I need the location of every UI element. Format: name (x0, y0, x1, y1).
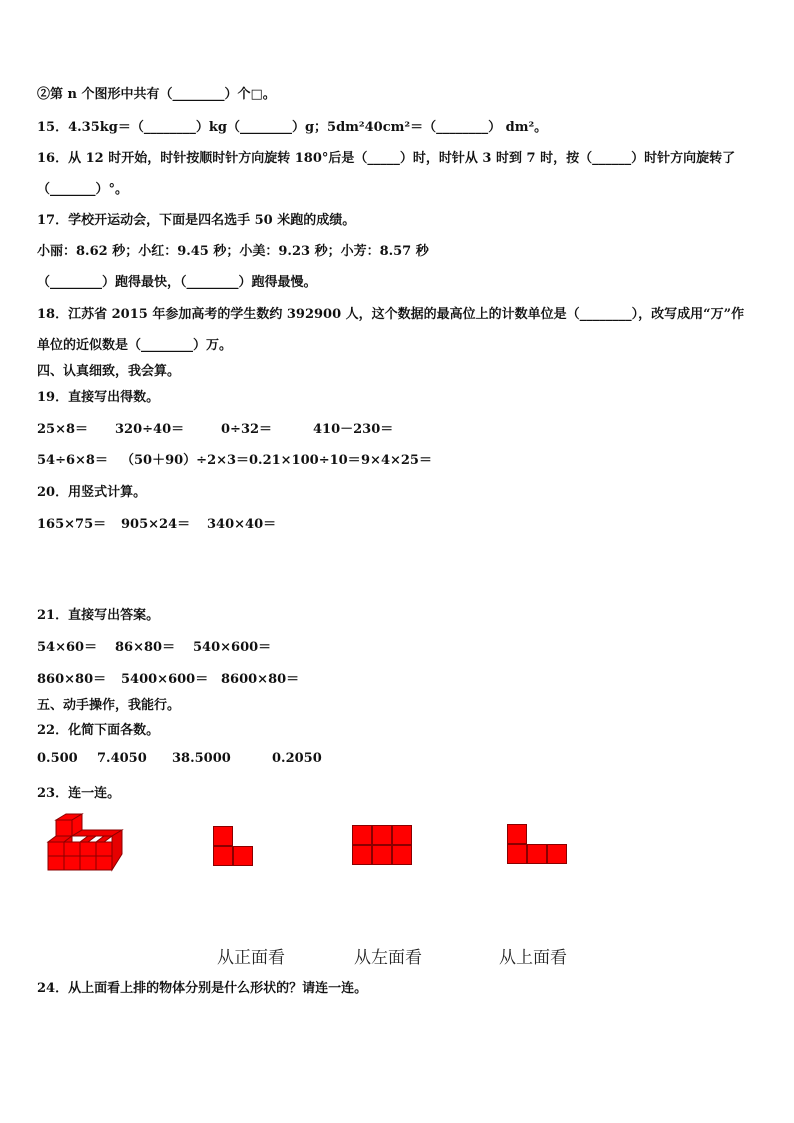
q22-item: 0.2050 (272, 751, 322, 766)
q19-row2 (37, 449, 432, 468)
view-square (213, 826, 233, 846)
view-square (547, 844, 567, 864)
question-23: 23．连一连。 (37, 786, 121, 801)
q19-item: 320÷40＝ (115, 422, 185, 437)
q21-item: 540×600＝ (193, 640, 272, 655)
section-4-heading: 四、认真细致，我会算。 (37, 364, 181, 379)
q21-row1 (37, 636, 271, 655)
question-15: 15．4.35kg＝（________）kg（________）g；5dm²40cm²＝（________） dm²。 (37, 120, 548, 135)
section-5-heading: 五、动手操作，我能行。 (37, 698, 181, 713)
view-shape-c (507, 824, 567, 864)
q19-item: 0÷32＝ (221, 422, 273, 437)
question-18-line1: 18．江苏省 2015 年参加高考的学生数约 392900 人，这个数据的最高位上的计数单位是（________），改写成用“万”作 (37, 307, 745, 322)
question-21: 21．直接写出答案。 (37, 608, 160, 623)
q20-item: 905×24＝ (121, 517, 191, 532)
question-18-line2: 单位的近似数是（________）万。 (37, 338, 233, 353)
q20-item: 165×75＝ (37, 517, 107, 532)
question-17-blanks: （________）跑得最快，（________）跑得最慢。 (37, 275, 317, 290)
question-19: 19．直接写出得数。 (37, 390, 160, 405)
q21-item: 86×80＝ (115, 640, 176, 655)
view-shape-a (213, 826, 255, 868)
q19-item: （50＋90）÷2×3＝ (121, 453, 250, 468)
question-16-line1: 16．从 12 时开始，时针按顺时针方向旋转 180°后是（_____）时，时针从 3 时到 7 时，按（______）时针方向旋转了 (37, 151, 736, 166)
line-q14-part2: ②第 n 个图形中共有（________）个□。 (37, 87, 276, 102)
view-square (372, 825, 392, 845)
view-square (233, 846, 253, 866)
view-square (352, 845, 372, 865)
view-square (507, 824, 527, 844)
q19-row1 (37, 418, 393, 437)
q22-item: 7.4050 (97, 751, 147, 766)
question-20: 20．用竖式计算。 (37, 485, 147, 500)
q22-row (37, 751, 322, 766)
q21-item: 8600×80＝ (221, 672, 300, 687)
question-24: 24．从上面看上排的物体分别是什么形状的？请连一连。 (37, 981, 368, 996)
view-square (507, 844, 527, 864)
q21-row2 (37, 668, 299, 687)
caption-left-view: 从左面看 (354, 948, 422, 968)
view-square (527, 844, 547, 864)
question-17: 17．学校开运动会，下面是四名选手 50 米跑的成绩。 (37, 213, 356, 228)
q19-item: 410－230＝ (313, 422, 394, 437)
caption-top-view: 从上面看 (499, 948, 567, 968)
q19-item: 54÷6×8＝ (37, 453, 108, 468)
q22-item: 38.5000 (172, 751, 231, 766)
q21-item: 5400×600＝ (121, 672, 209, 687)
q20-row (37, 513, 276, 532)
view-square (372, 845, 392, 865)
q22-item: 0.500 (37, 751, 78, 766)
view-square (392, 845, 412, 865)
q20-item: 340×40＝ (207, 517, 277, 532)
q21-item: 54×60＝ (37, 640, 98, 655)
view-square (352, 825, 372, 845)
question-22: 22．化简下面各数。 (37, 723, 160, 738)
view-square (392, 825, 412, 845)
view-square (213, 846, 233, 866)
caption-front-view: 从正面看 (217, 948, 285, 968)
question-16-line2: （_______）°。 (37, 182, 129, 197)
question-17-scores: 小丽：8.62 秒；小红：9.45 秒；小美：9.23 秒；小芳：8.57 秒 (37, 244, 429, 259)
q19-item: 9×4×25＝ (361, 453, 432, 468)
q19-item: 25×8＝ (37, 422, 89, 437)
q21-item: 860×80＝ (37, 672, 107, 687)
view-shape-b (352, 825, 412, 865)
cube-stack-3d-figure (44, 812, 130, 874)
q19-item: 0.21×100÷10＝ (249, 453, 361, 468)
